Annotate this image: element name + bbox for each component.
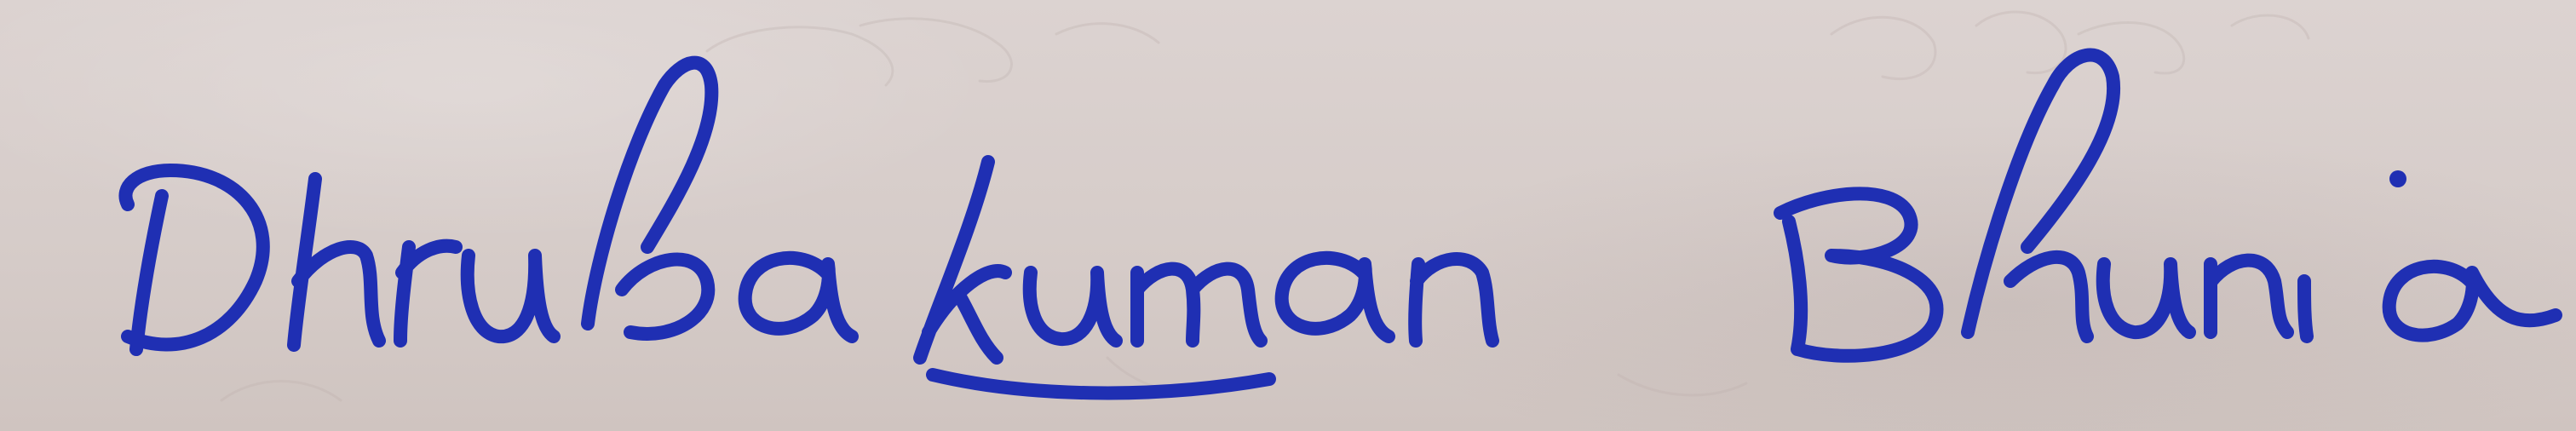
letter-a3	[2389, 267, 2556, 336]
letter-D	[125, 170, 262, 349]
underline-stroke	[933, 375, 1269, 393]
letter-r	[400, 246, 456, 341]
letter-B	[1780, 193, 1936, 355]
letter-i	[2304, 281, 2307, 336]
letter-r2	[1415, 259, 1492, 341]
letter-h	[294, 179, 379, 345]
letter-n	[2211, 261, 2287, 332]
letter-a	[745, 258, 852, 336]
letter-u3	[2103, 264, 2189, 332]
i-dot	[2389, 170, 2406, 187]
signature-ink	[125, 55, 2556, 394]
letter-b	[588, 63, 711, 334]
letter-u	[468, 256, 554, 336]
letter-u2	[1030, 273, 1116, 341]
letter-k	[920, 162, 1005, 358]
letter-m	[1137, 269, 1261, 341]
letter-h2	[1968, 55, 2113, 336]
letter-a2	[1282, 258, 1389, 336]
